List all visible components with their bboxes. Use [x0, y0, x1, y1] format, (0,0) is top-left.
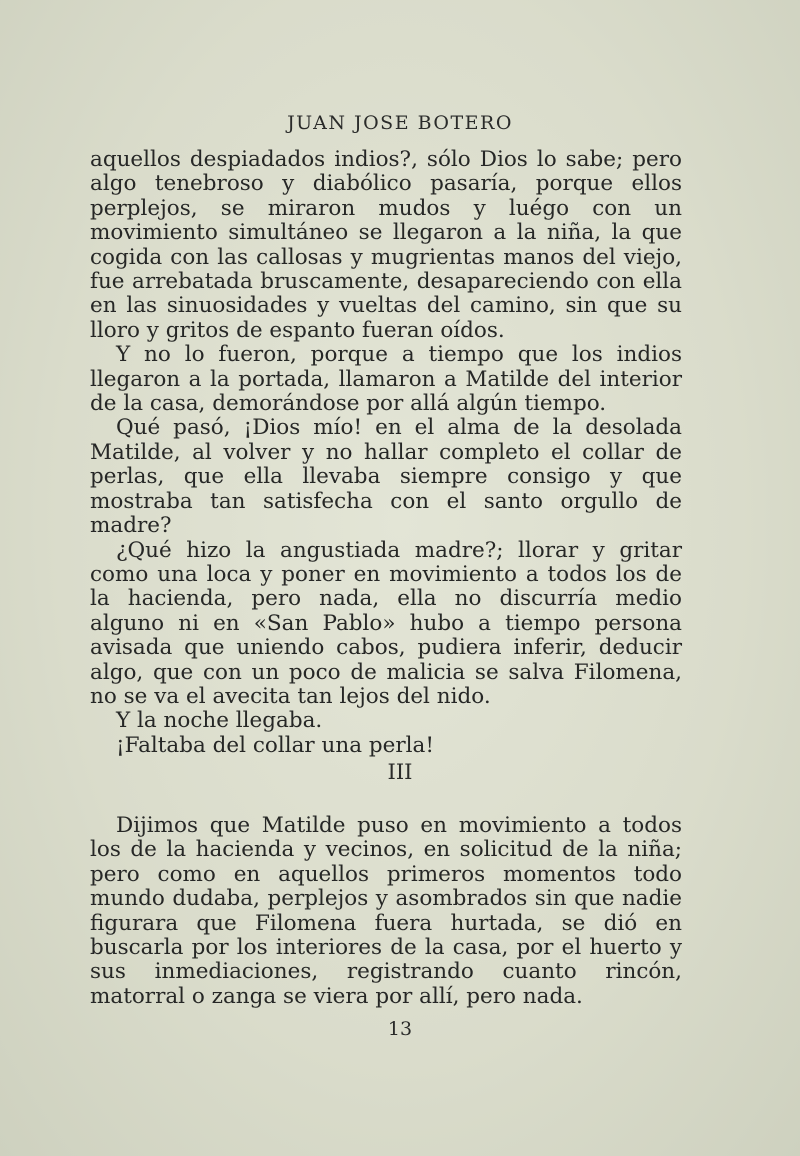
paragraph: Y no lo fueron, porque a tiempo que los indios llegaron a la portada, llamaron a Matilde del interior de la casa, demorándose por allá algún tiempo.: [90, 342, 682, 417]
running-header: JUAN JOSE BOTERO: [287, 112, 513, 134]
paragraph: Qué pasó, ¡Dios mío! en el alma de la desolada Matilde, al volver y no hallar completo el collar de perlas, que ella llevaba siempre consigo y que mostraba tan satisfecha con el santo orgullo de madre?: [90, 415, 682, 539]
text-block-after-section: [90, 814, 682, 1009]
paragraph: ¿Qué hizo la angustiada madre?; llorar y gritar como una loca y poner en movimiento a todos los de la hacienda, pero nada, ella no discurría medio alguno ni en «San Pablo» hubo a tiempo persona avisada que uniendo cabos, pudiera inferir, deducir algo, que con un poco de malicia se salva Filomena, no se va el avecita tan lejos del nido.: [90, 537, 682, 709]
page-number: 13: [387, 1018, 413, 1040]
text-block-before-section: [90, 148, 682, 758]
paragraph: aquellos despiadados indios?, sólo Dios lo sabe; pero algo tenebroso y diabólico pasaría, porque ellos perplejos, se miraron mudos y luégo con un movimiento simultáneo se llegaron a la niña, la que cogida con las callosas y mugrientas manos del viejo, fue arrebatada bruscamente, desapareciendo con ella en las sinuosidades y vueltas del camino, sin que su lloro y gritos de espanto fueran oídos.: [90, 147, 682, 343]
paragraph: Dijimos que Matilde puso en movimiento a todos los de la hacienda y vecinos, en solicitud de la niña; pero como en aquellos primeros momentos todo mundo dudaba, perplejos y asombrados sin que nadie figurara que Filomena fuera hurtada, se dió en buscarla por los interiores de la casa, por el huerto y sus inmediaciones, registrando cuanto rincón, matorral o zanga se viera por allí, pero nada.: [90, 813, 682, 1009]
paragraph: ¡Faltaba del collar una perla!: [116, 732, 434, 758]
paragraph: Y la noche llegaba.: [116, 708, 323, 734]
section-heading: III: [387, 760, 413, 784]
